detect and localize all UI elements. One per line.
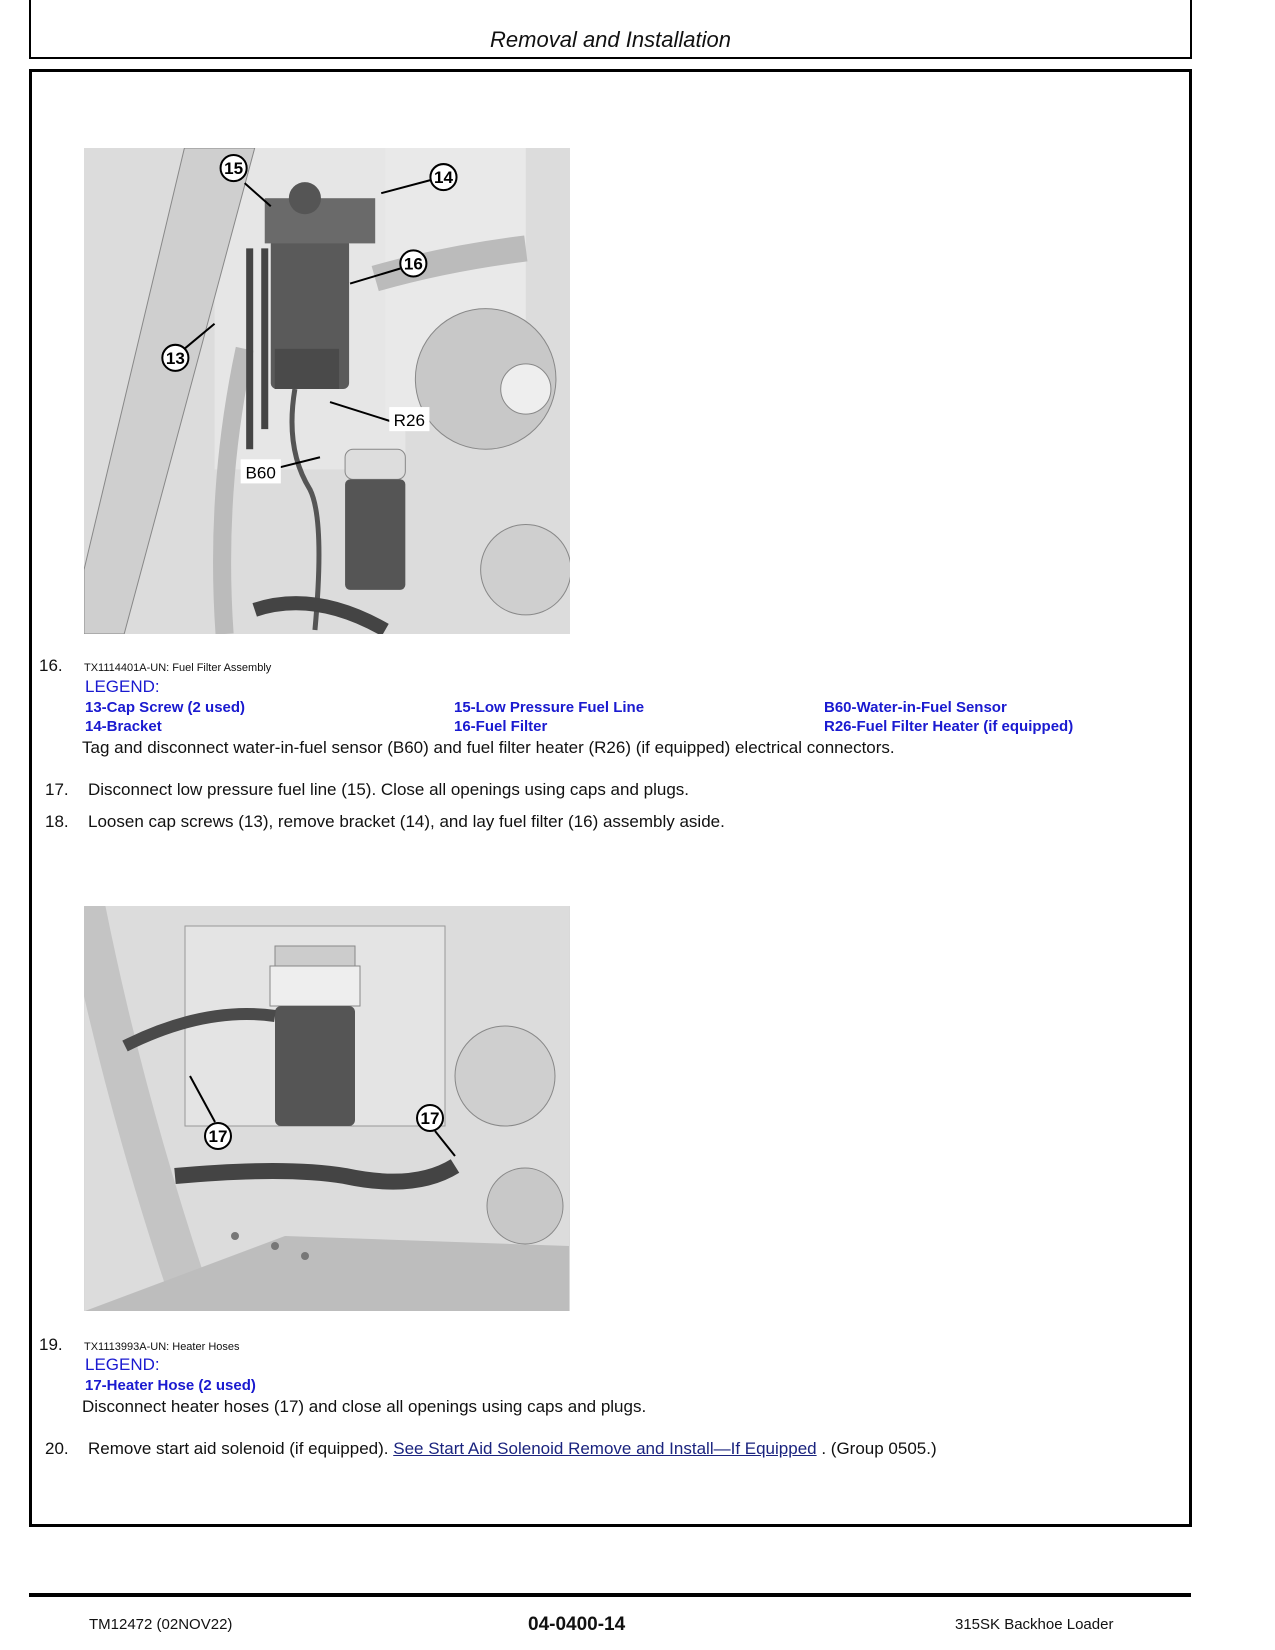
legend-item: 17-Heater Hose (2 used)	[85, 1377, 256, 1394]
heater-hoses-illustration	[84, 906, 570, 1311]
legend-title: LEGEND:	[85, 1355, 160, 1374]
step-text: Disconnect heater hoses (17) and close all openings using caps and plugs.	[82, 1397, 647, 1416]
legend-item: 13-Cap Screw (2 used)	[85, 699, 246, 716]
figure-caption: TX1114401A-UN: Fuel Filter Assembly	[84, 662, 272, 674]
callout-label: 17	[420, 1109, 440, 1128]
step-number: 18.	[45, 812, 69, 831]
legend-title: LEGEND:	[85, 677, 160, 696]
legend-item: B60-Water-in-Fuel Sensor	[824, 699, 1007, 716]
step-text: Loosen cap screws (13), remove bracket (14), and lay fuel filter (16) assembly aside.	[88, 812, 725, 831]
start-aid-solenoid-link[interactable]: See Start Aid Solenoid Remove and Install—If Equipped	[393, 1439, 817, 1458]
page-header	[29, 0, 1192, 59]
legend-item: 15-Low Pressure Fuel Line	[454, 699, 645, 716]
callout-label: 14	[433, 168, 453, 188]
step-text-lead: Remove start aid solenoid (if equipped).	[88, 1439, 389, 1458]
footer-divider	[29, 1593, 1191, 1597]
legend-item: R26-Fuel Filter Heater (if equipped)	[824, 718, 1074, 735]
callout-label: 15	[224, 159, 244, 179]
section-title: Removal and Installation	[490, 27, 731, 52]
legend-item: 16-Fuel Filter	[454, 718, 548, 735]
callout-label: 16	[403, 254, 423, 274]
footer-page-number: 04-0400-14	[528, 1614, 626, 1635]
callout-label: 13	[165, 348, 185, 368]
step-number: 20.	[45, 1439, 69, 1458]
step-text: Tag and disconnect water-in-fuel sensor (B60) and fuel filter heater (R26) (if equipped) electrical connectors.	[82, 738, 895, 757]
callout-label: B60	[245, 463, 276, 483]
figure-caption: TX1113993A-UN: Heater Hoses	[84, 1341, 240, 1353]
legend-item: 14-Bracket	[85, 718, 162, 735]
step-text	[88, 1439, 937, 1459]
callout-label: R26	[393, 411, 425, 431]
step-number: 17.	[45, 780, 69, 799]
footer-model: 315SK Backhoe Loader	[955, 1616, 1114, 1633]
footer-doc-id: TM12472 (02NOV22)	[89, 1616, 233, 1633]
fuel-filter-assembly-illustration	[84, 148, 570, 634]
step-number: 19.	[39, 1335, 63, 1354]
step-text-suffix: . (Group 0505.)	[821, 1439, 937, 1458]
step-text: Disconnect low pressure fuel line (15). Close all openings using caps and plugs.	[88, 780, 690, 799]
callout-label: 17	[208, 1127, 228, 1146]
step-number: 16.	[39, 656, 63, 675]
